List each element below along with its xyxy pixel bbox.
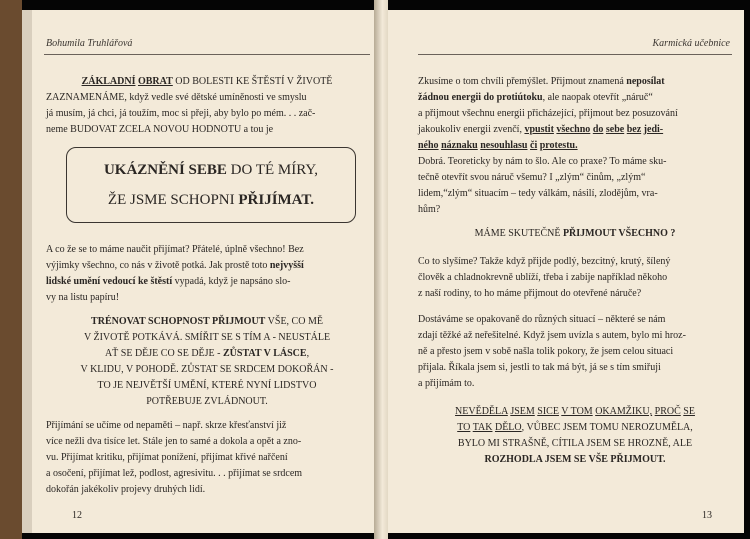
text-line xyxy=(418,138,732,154)
underlined-word: nesouhlasu xyxy=(480,140,528,151)
underlined-word: do xyxy=(592,124,604,135)
underlined-word: náznaku xyxy=(441,140,478,151)
text: VŠE, CO MĚ xyxy=(265,316,323,327)
page-number-right: 13 xyxy=(702,510,712,521)
bold-text: žádnou energii do protiútoku xyxy=(418,92,543,103)
underlined-word: bez xyxy=(626,124,642,135)
underlined-word: protestu. xyxy=(539,140,578,151)
text-line xyxy=(46,274,368,290)
underlined-word: V TOM xyxy=(561,406,593,417)
underlined-word: ného xyxy=(418,140,439,151)
text: , xyxy=(306,348,310,359)
page-number-left: 12 xyxy=(72,510,82,521)
box-line-1 xyxy=(67,162,355,179)
text-line: Přijímání se učíme od nepaměti – např. skrze křesťanství již xyxy=(46,420,287,431)
bold-text: nejvyšší xyxy=(269,260,304,271)
text: , ale naopak otevřít „náruč“ xyxy=(542,92,653,103)
text-line: dokořán jakékoliv projevy druhých lidí. xyxy=(46,484,206,495)
running-header-title: Karmická učebnice xyxy=(652,38,730,49)
text-line: vu. Přijímat kritiku, přijímat ponížení, přijímat křivé nařčení xyxy=(46,452,288,463)
text-zakladni: ZÁKLADNÍ xyxy=(81,76,136,87)
caps-line: ROZHODLA JSEM SE VŠE PŘIJMOUT. xyxy=(484,454,666,465)
caps-line: BYLO MI STRAŠNĚ, CÍTILA JSEM SE HROZNĚ, ALE xyxy=(457,438,693,449)
text-line: tečně otevřít svou náruč všemu? I „zlým“ činům, „zlým“ xyxy=(418,172,646,183)
book-gutter xyxy=(374,0,388,539)
text-line: Dostáváme se opakovaně do různých situací – některé se nám xyxy=(418,314,666,325)
bold-text: PŘIJMOUT VŠECHNO ? xyxy=(562,228,676,239)
bold-text: TRÉNOVAT SCHOPNOST PŘIJMOUT xyxy=(91,316,266,327)
text-line: zdají těžké až neřešitelné. Když jsem uvízla s autem, bylo mi hroz- xyxy=(418,330,686,341)
underlined-word: PROČ xyxy=(654,406,681,417)
text-line: Co to slyšíme? Takže když přijde podlý, bezcitný, krutý, šílený xyxy=(418,256,671,267)
text-line: neme BUDOVAT ZCELA NOVOU HODNOTU a tou je xyxy=(46,124,274,135)
text-line: a přijmout všechnu energii přicházející, přijmout bez posuzování xyxy=(418,108,678,119)
underlined-word: sebe xyxy=(605,124,625,135)
right-page xyxy=(388,10,744,533)
text-line xyxy=(418,90,732,106)
highlight-box xyxy=(66,147,356,223)
header-rule xyxy=(418,54,732,55)
caps-line xyxy=(46,314,368,330)
bold-text: lidské umění vedoucí ke štěstí xyxy=(46,276,173,287)
text-line: Dobrá. Teoreticky by nám to šlo. Ale co praxe? To máme sku- xyxy=(418,156,667,167)
text-line: přijala. Říkala jsem si, jestli to tak má být, já se s tím smiřuji xyxy=(418,362,661,373)
caps-line: TO JE NEJVĚTŠÍ UMĚNÍ, KTERÉ NYNÍ LIDSTVO xyxy=(97,380,317,391)
text-obrat: OBRAT xyxy=(137,76,173,87)
underlined-word: OKAMŽIKU, xyxy=(595,406,653,417)
underlined-word: TO xyxy=(457,422,471,433)
left-page xyxy=(22,10,374,533)
underlined-word: všechno xyxy=(556,124,591,135)
text-line: OD BOLESTI KE ŠTĚSTÍ V ŽIVOTĚ xyxy=(172,76,333,87)
text-line: ně a přesto jsem v sobě našla tolik pokory, že jsem celou situaci xyxy=(418,346,674,357)
box-text: ŽE JSME SCHOPNI xyxy=(107,192,239,208)
box-line-2 xyxy=(67,192,355,209)
caps-line xyxy=(46,346,368,362)
text: Zkusíme o tom chvíli přemýšlet. Přijmout znamená xyxy=(418,76,627,87)
underlined-word: DĚLO xyxy=(494,422,522,433)
question-heading xyxy=(418,226,732,242)
caps-line: POTŘEBUJE ZVLÁDNOUT. xyxy=(146,396,268,407)
text-line xyxy=(418,122,732,138)
underlined-word: SE xyxy=(683,406,695,417)
underlined-word: či xyxy=(530,140,538,151)
header-rule xyxy=(44,54,370,55)
text-line: A co že se to máme naučit přijímat? Přátelé, úplně všechno! Bez xyxy=(46,244,304,255)
text-line: z naší rodiny, to ho máme přijmout do otevřené náruče? xyxy=(418,288,642,299)
box-text: DO TÉ MÍRY, xyxy=(226,162,319,178)
caps-line xyxy=(418,404,732,420)
text: výjimky všechno, co nás v životě potká. Jak prostě toto xyxy=(46,260,270,271)
paragraph-1 xyxy=(46,74,368,90)
text-line: já musím, já chci, já toužím, moc si přeji, aby bylo po mém. . . zač- xyxy=(46,108,316,119)
box-bold-text: PŘIJÍMAT. xyxy=(238,192,315,208)
bold-text: ZŮSTAT V LÁSCE xyxy=(223,348,307,359)
text: , VŮBEC JSEM TOMU NEROZUMĚLA, xyxy=(521,422,693,433)
underlined-word: TAK xyxy=(472,422,493,433)
text: jakoukoliv energii zvenčí, xyxy=(418,124,525,135)
text: AŤ SE DĚJE CO SE DĚJE - xyxy=(104,348,223,359)
caps-line: V ŽIVOTĚ POTKÁVÁ. SMÍŘIT SE S TÍM A - NEUSTÁLE xyxy=(83,332,331,343)
text-line: člověk a chladnokrevně ublíží, třeba i zabije například někoho xyxy=(418,272,668,283)
underlined-word: SICE xyxy=(537,406,559,417)
text: MÁME SKUTEČNĚ xyxy=(474,228,563,239)
underlined-word: vpustit xyxy=(524,124,554,135)
text-line: ZAZNAMENÁME, když vedle své dětské umíněnosti ve smyslu xyxy=(46,92,307,103)
text-line: vy na listu papíru! xyxy=(46,292,120,303)
text-line: a přijímám to. xyxy=(418,378,475,389)
text-line xyxy=(418,74,732,90)
book-edge xyxy=(0,0,22,539)
text: vypadá, když je napsáno slo- xyxy=(172,276,291,287)
text-line: a osočení, přijímat lež, podlost, agresivitu. . . přijímat se srdcem xyxy=(46,468,303,479)
underlined-word: NEVĚDĚLA xyxy=(455,406,508,417)
text-line: hům? xyxy=(418,204,441,215)
caps-line: V KLIDU, V POHODĚ. ZŮSTAT SE SRDCEM DOKOŘÁN - xyxy=(80,364,334,375)
caps-line xyxy=(418,420,732,436)
text-line xyxy=(46,258,368,274)
text-line: více nežli dva tisíce let. Stále jen to samé a dokola a opět a zno- xyxy=(46,436,302,447)
underlined-word: jedi- xyxy=(643,124,664,135)
text-line: lidem,“zlým“ situacím – tedy válkám, násilí, zlodějům, vra- xyxy=(418,188,658,199)
running-header-author: Bohumila Truhlářová xyxy=(46,38,133,49)
underlined-word: JSEM xyxy=(510,406,535,417)
bold-text: neposílat xyxy=(626,76,665,87)
box-bold-text: UKÁZNĚNÍ SEBE xyxy=(103,162,227,178)
